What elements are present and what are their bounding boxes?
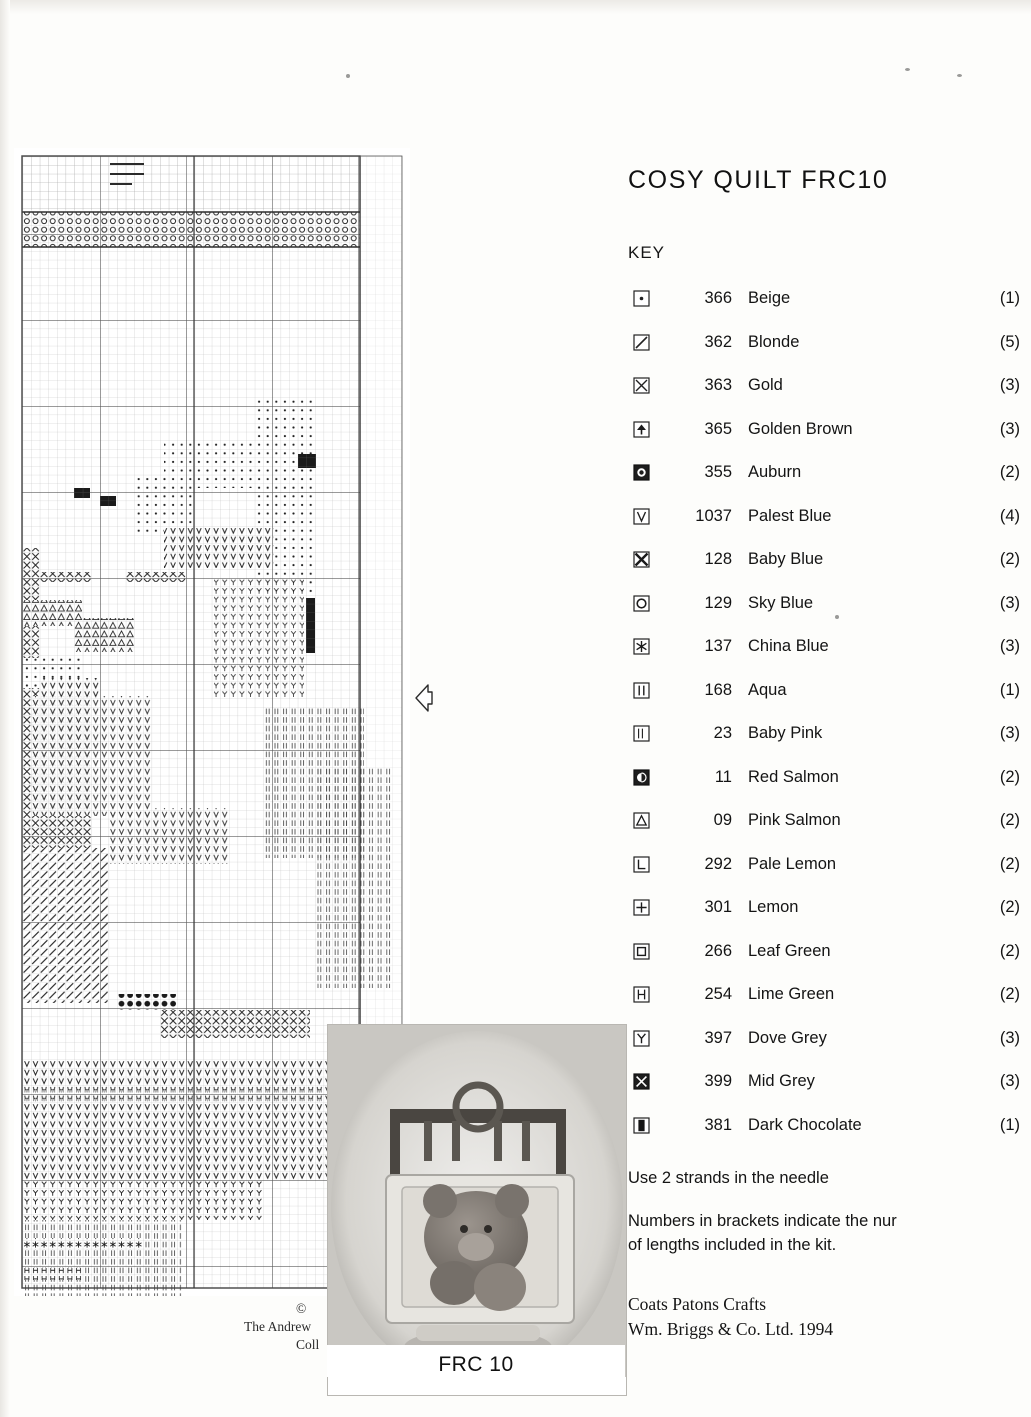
key-number: 362 <box>704 332 732 351</box>
key-number: 397 <box>704 1028 732 1047</box>
key-count: (2) <box>999 985 1020 1004</box>
key-number: 23 <box>713 724 732 743</box>
key-count: (2) <box>999 811 1020 830</box>
y-square-symbol-icon <box>628 1030 654 1047</box>
scan-speck <box>346 74 350 78</box>
key-count: (1) <box>999 289 1020 308</box>
scan-speck <box>957 74 962 77</box>
key-row <box>628 582 1020 626</box>
key-count: (2) <box>999 463 1020 482</box>
page-title: COSY QUILT FRC10 <box>628 166 889 194</box>
bracket-note <box>628 1210 1020 1258</box>
key-row <box>628 451 1020 495</box>
key-name: Palest Blue <box>748 506 832 525</box>
key-number: 366 <box>704 289 732 308</box>
credit-copyright: © <box>296 1301 307 1316</box>
key-count: (1) <box>999 680 1020 699</box>
key-count: (3) <box>999 376 1020 395</box>
strand-note: Use 2 strands in the needle <box>628 1169 829 1187</box>
key-name: Red Salmon <box>748 767 839 786</box>
filled-circle-square-symbol-icon <box>628 464 654 481</box>
bracket-note-line-1: Numbers in brackets indicate the nur <box>628 1212 897 1230</box>
key-row <box>628 1017 1020 1061</box>
key-heading: KEY <box>628 243 666 262</box>
key-row <box>628 712 1020 756</box>
key-name: Beige <box>748 289 791 308</box>
key-count: (2) <box>999 898 1020 917</box>
key-number: 129 <box>704 593 732 612</box>
key-panel <box>628 150 1020 1343</box>
key-name: Auburn <box>748 463 802 482</box>
key-name: Mid Grey <box>748 1072 815 1091</box>
key-number: 355 <box>704 463 732 482</box>
diagonal-slash-square-symbol-icon <box>628 334 654 351</box>
key-row <box>628 1104 1020 1148</box>
scan-speck <box>905 68 910 71</box>
key-number: 11 <box>714 767 732 786</box>
key-number: 1037 <box>695 506 732 525</box>
key-row <box>628 495 1020 539</box>
nested-square-symbol-icon <box>628 943 654 960</box>
key-name: Dark Chocolate <box>748 1115 862 1134</box>
dot-square-symbol-icon <box>628 290 654 307</box>
circle-square-symbol-icon <box>628 595 654 612</box>
key-count: (2) <box>999 767 1020 786</box>
photo-caption: FRC 10 <box>327 1345 625 1377</box>
key-name: Baby Blue <box>748 550 824 569</box>
key-name: Blonde <box>748 332 800 351</box>
credit-line-1: The Andrew <box>244 1319 312 1335</box>
key-number: 363 <box>704 376 732 395</box>
key-list <box>628 277 1020 1147</box>
key-row <box>628 973 1020 1017</box>
key-number: 09 <box>713 811 732 830</box>
cross-square-symbol-icon <box>628 377 654 394</box>
key-number: 128 <box>704 550 732 569</box>
key-row <box>628 930 1020 974</box>
key-name: Baby Pink <box>748 724 823 743</box>
key-number: 254 <box>704 985 732 1004</box>
solid-square-symbol-icon <box>628 1117 654 1134</box>
key-row <box>628 321 1020 365</box>
asterisk-square-symbol-icon <box>628 638 654 655</box>
key-number: 168 <box>704 680 732 699</box>
key-count: (3) <box>999 724 1020 743</box>
key-row <box>628 886 1020 930</box>
key-name: Dove Grey <box>748 1028 827 1047</box>
footer-line-2: Wm. Briggs & Co. Ltd. 1994 <box>628 1319 834 1340</box>
key-name: Lime Green <box>748 985 835 1004</box>
key-count: (1) <box>999 1115 1020 1134</box>
key-row <box>628 277 1020 321</box>
bracket-note-line-2: of lengths included in the kit. <box>628 1235 837 1254</box>
key-name: Gold <box>748 376 783 395</box>
v-square-symbol-icon <box>628 508 654 525</box>
key-row <box>628 538 1020 582</box>
key-row <box>628 625 1020 669</box>
key-number: 137 <box>704 637 732 656</box>
key-number: 266 <box>704 941 732 960</box>
key-row <box>628 1060 1020 1104</box>
key-name: Leaf Green <box>748 941 831 960</box>
key-name: Pink Salmon <box>748 811 841 830</box>
l-shape-square-symbol-icon <box>628 856 654 873</box>
key-count: (2) <box>999 550 1020 569</box>
credit-line-2: Coll <box>296 1337 320 1353</box>
key-name: Sky Blue <box>748 593 814 612</box>
half-filled-circle-square-symbol-icon <box>628 769 654 786</box>
x-filled-square-symbol-icon <box>628 551 654 568</box>
key-number: 292 <box>704 854 732 873</box>
design-photo <box>327 1024 627 1396</box>
key-number: 381 <box>704 1115 732 1134</box>
double-bar-square-symbol-icon <box>628 682 654 699</box>
key-count: (4) <box>999 506 1020 525</box>
centre-arrow-icon <box>412 682 434 714</box>
key-count: (3) <box>999 1072 1020 1091</box>
key-name: Golden Brown <box>748 419 853 438</box>
key-row <box>628 669 1020 713</box>
publisher-footer <box>628 1292 1020 1343</box>
key-count: (3) <box>999 637 1020 656</box>
key-count: (3) <box>999 593 1020 612</box>
key-count: (2) <box>999 941 1020 960</box>
key-number: 399 <box>704 1072 732 1091</box>
key-count: (5) <box>999 332 1020 351</box>
key-count: (2) <box>999 854 1020 873</box>
key-number: 301 <box>704 898 732 917</box>
key-number: 365 <box>704 419 732 438</box>
triangle-square-symbol-icon <box>628 812 654 829</box>
key-name: Lemon <box>748 898 799 917</box>
key-row <box>628 364 1020 408</box>
footer-line-1: Coats Patons Crafts <box>628 1293 767 1314</box>
key-name: Pale Lemon <box>748 854 837 873</box>
key-name: China Blue <box>748 637 829 656</box>
single-bar-square-symbol-icon <box>628 725 654 742</box>
arrow-up-square-symbol-icon <box>628 421 654 438</box>
scan-edge-left <box>0 0 10 1417</box>
h-square-symbol-icon <box>628 986 654 1003</box>
key-row <box>628 843 1020 887</box>
key-name: Aqua <box>748 680 787 699</box>
scan-edge-top <box>0 0 1031 14</box>
key-count: (3) <box>999 419 1020 438</box>
boxed-x-square-symbol-icon <box>628 1073 654 1090</box>
key-row <box>628 799 1020 843</box>
key-row <box>628 756 1020 800</box>
key-count: (3) <box>999 1028 1020 1047</box>
plus-square-symbol-icon <box>628 899 654 916</box>
key-row <box>628 408 1020 452</box>
